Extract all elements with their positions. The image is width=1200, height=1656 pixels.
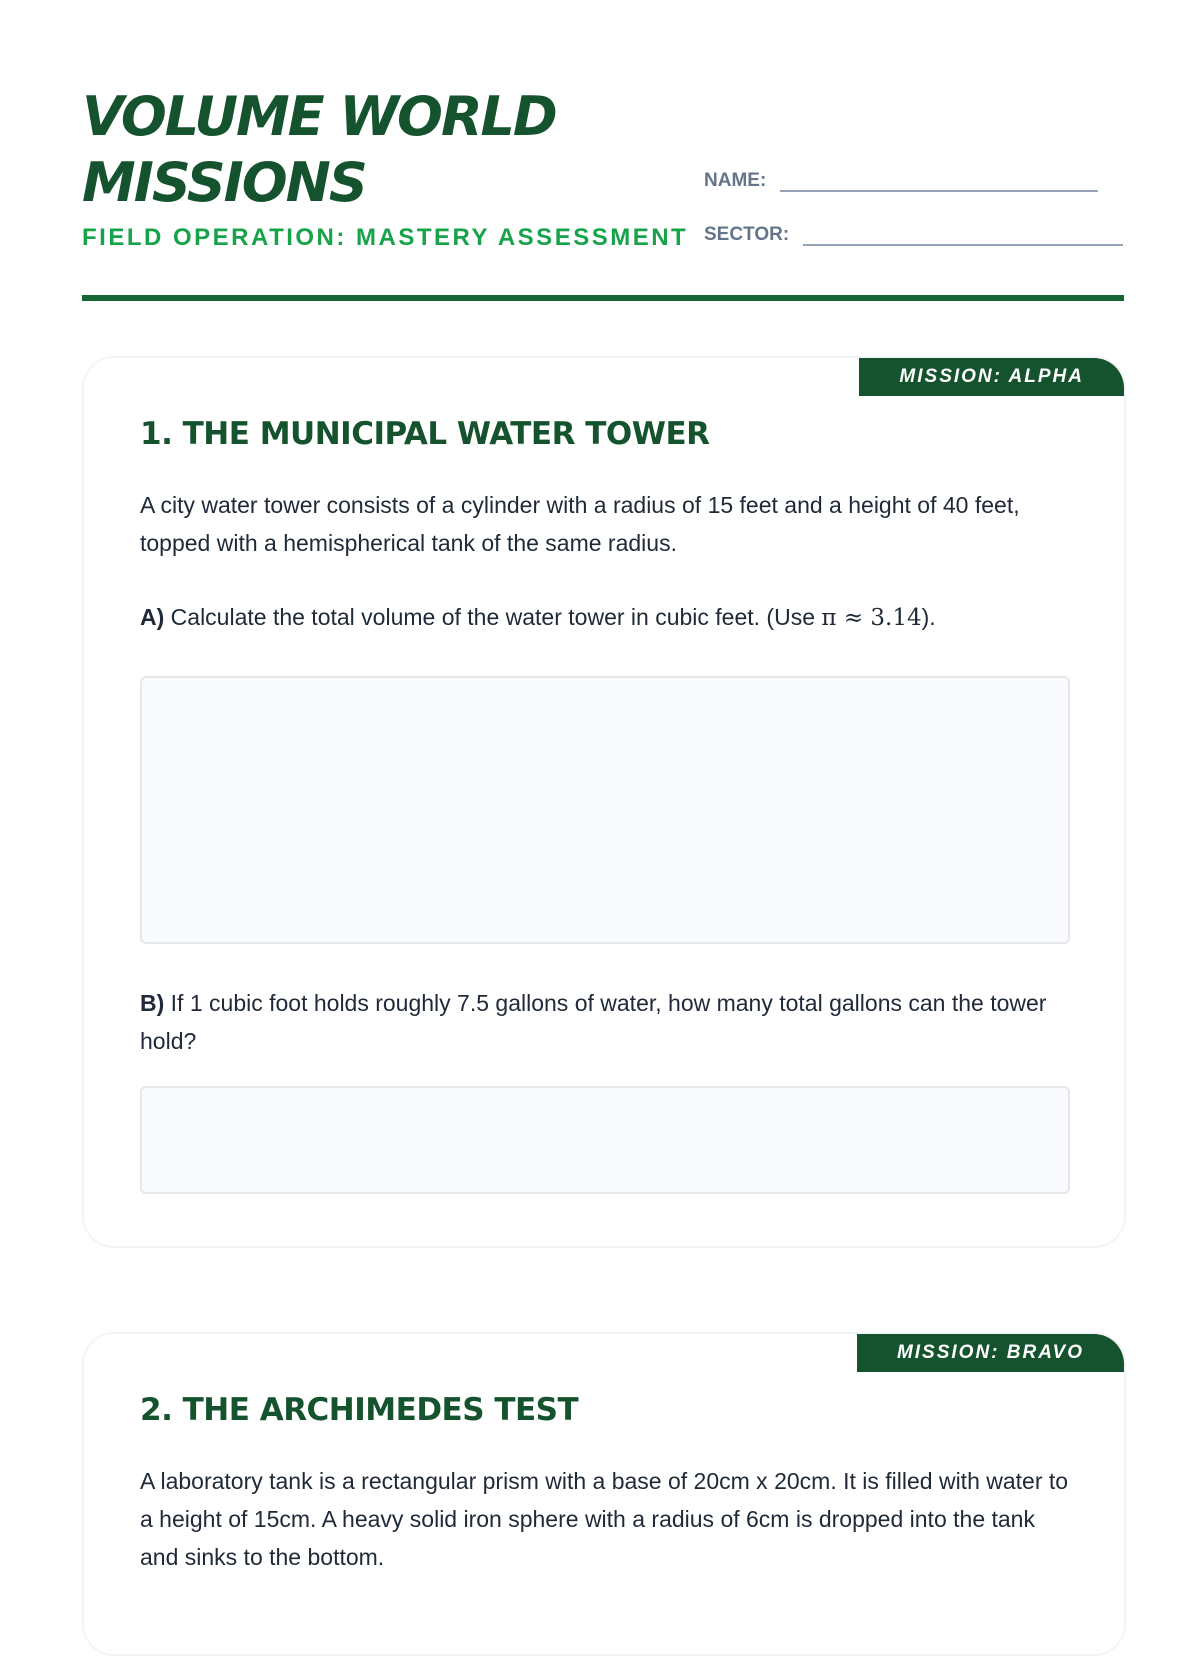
mission-card-bravo xyxy=(82,1332,1126,1656)
mission-tag: MISSION: BRAVO xyxy=(857,1334,1124,1372)
question-b xyxy=(140,984,1070,1060)
question-b-text: If 1 cubic foot holds roughly 7.5 gallons of water, how many total gallons can the tower hold? xyxy=(140,990,1047,1054)
name-field xyxy=(704,166,1098,192)
title-line-2: MISSIONS xyxy=(82,151,366,214)
question-b-label: B) xyxy=(140,990,165,1016)
mission-title: 1. THE MUNICIPAL WATER TOWER xyxy=(140,416,710,452)
subtitle: FIELD OPERATION: MASTERY ASSESSMENT xyxy=(82,224,689,251)
mission-description: A laboratory tank is a rectangular prism with a base of 20cm x 20cm. It is filled with water to a height of 15cm. A heavy solid iron sphere with a radius of 6cm is dropped into the tank and sinks to the bottom. xyxy=(140,1468,1069,1570)
sector-label: SECTOR: xyxy=(704,224,790,245)
header-divider xyxy=(82,295,1124,301)
page-title xyxy=(82,84,682,216)
worksheet-header xyxy=(82,84,1130,251)
sector-input-line[interactable] xyxy=(803,220,1123,246)
title-line-1: VOLUME WORLD xyxy=(82,85,556,148)
sector-field xyxy=(704,220,1123,246)
answer-box-b[interactable] xyxy=(140,1086,1070,1194)
mission-title: 2. THE ARCHIMEDES TEST xyxy=(140,1392,579,1428)
question-a-end: ). xyxy=(921,604,936,630)
question-a-text: Calculate the total volume of the water tower in cubic feet. (Use xyxy=(170,604,822,630)
question-a-label: A) xyxy=(140,604,165,630)
mission-tag: MISSION: ALPHA xyxy=(859,358,1124,396)
name-input-line[interactable] xyxy=(780,166,1098,192)
answer-box-a[interactable] xyxy=(140,676,1070,944)
question-a xyxy=(140,598,1070,637)
mission-description: A city water tower consists of a cylinder with a radius of 15 feet and a height of 40 feet, topped with a hemispherical tank of the same radius. xyxy=(140,492,1020,556)
pi-approximation: π ≈ 3.14 xyxy=(821,605,922,631)
name-label: NAME: xyxy=(704,170,767,191)
mission-card-alpha xyxy=(82,356,1126,1248)
